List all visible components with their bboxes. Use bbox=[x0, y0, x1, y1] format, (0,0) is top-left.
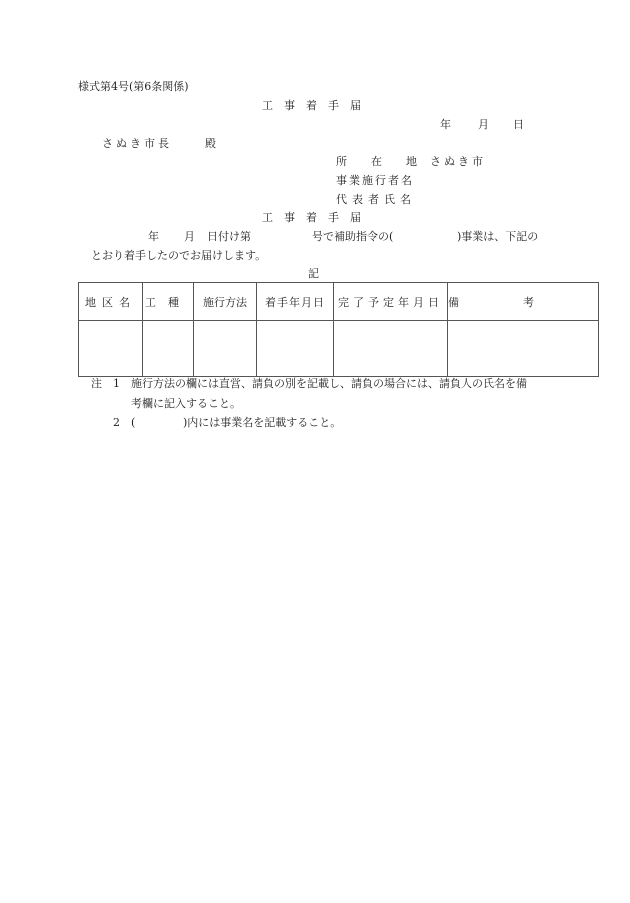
table-row bbox=[79, 321, 599, 377]
table-header-row bbox=[79, 283, 599, 321]
body-dated-no: 日付け第 bbox=[207, 230, 251, 243]
date-month: 月 bbox=[478, 118, 489, 131]
cell-work-type[interactable] bbox=[143, 321, 194, 377]
header-remarks: 備考 bbox=[448, 283, 599, 321]
note-1-text-cont: 考欄に記入すること。 bbox=[131, 397, 241, 410]
address-value: さぬき市 bbox=[430, 155, 486, 168]
cell-district[interactable] bbox=[79, 321, 143, 377]
header-completion-date: 完了予定年月日 bbox=[334, 283, 448, 321]
date-year: 年 bbox=[440, 118, 451, 131]
addressee-name: さぬき市長 bbox=[102, 137, 172, 150]
construction-table bbox=[78, 282, 599, 377]
address-label: 所在地 bbox=[336, 155, 441, 168]
body-line2: とおり着手したのでお届けします。 bbox=[91, 249, 267, 262]
body-designation: 号で補助指令の( bbox=[312, 230, 394, 243]
representative-label: 代表者氏名 bbox=[336, 193, 416, 206]
body-year: 年 bbox=[148, 230, 159, 243]
cell-completion-date[interactable] bbox=[334, 321, 448, 377]
note-2-number: 2 bbox=[113, 416, 120, 429]
cell-remarks[interactable] bbox=[448, 321, 599, 377]
note-2-text: )内には事業名を記載すること。 bbox=[183, 416, 342, 429]
ki-label: 記 bbox=[308, 267, 319, 280]
header-start-date: 着手年月日 bbox=[257, 283, 334, 321]
date-day: 日 bbox=[513, 118, 524, 131]
addressee-honorific: 殿 bbox=[205, 137, 216, 150]
header-method: 施行方法 bbox=[194, 283, 257, 321]
cell-method[interactable] bbox=[194, 321, 257, 377]
note-2-open: ( bbox=[131, 416, 136, 429]
body-month: 月 bbox=[184, 230, 195, 243]
document-title: 工事着手届 bbox=[262, 99, 372, 112]
cell-start-date[interactable] bbox=[257, 321, 334, 377]
note-1-text: 施行方法の欄には直営、請負の別を記載し、請負の場合には、請負人の氏名を備 bbox=[131, 377, 527, 390]
form-number: 様式第4号(第6条関係) bbox=[78, 80, 189, 93]
notes-label: 注 bbox=[91, 377, 102, 390]
document-title-repeat: 工事着手届 bbox=[262, 211, 372, 224]
header-work-type: 工種 bbox=[143, 283, 194, 321]
header-district: 地区名 bbox=[79, 283, 143, 321]
operator-label: 事業施行者名 bbox=[336, 174, 414, 187]
body-project: )事業は、下記の bbox=[457, 230, 539, 243]
note-1-number: 1 bbox=[113, 377, 120, 390]
